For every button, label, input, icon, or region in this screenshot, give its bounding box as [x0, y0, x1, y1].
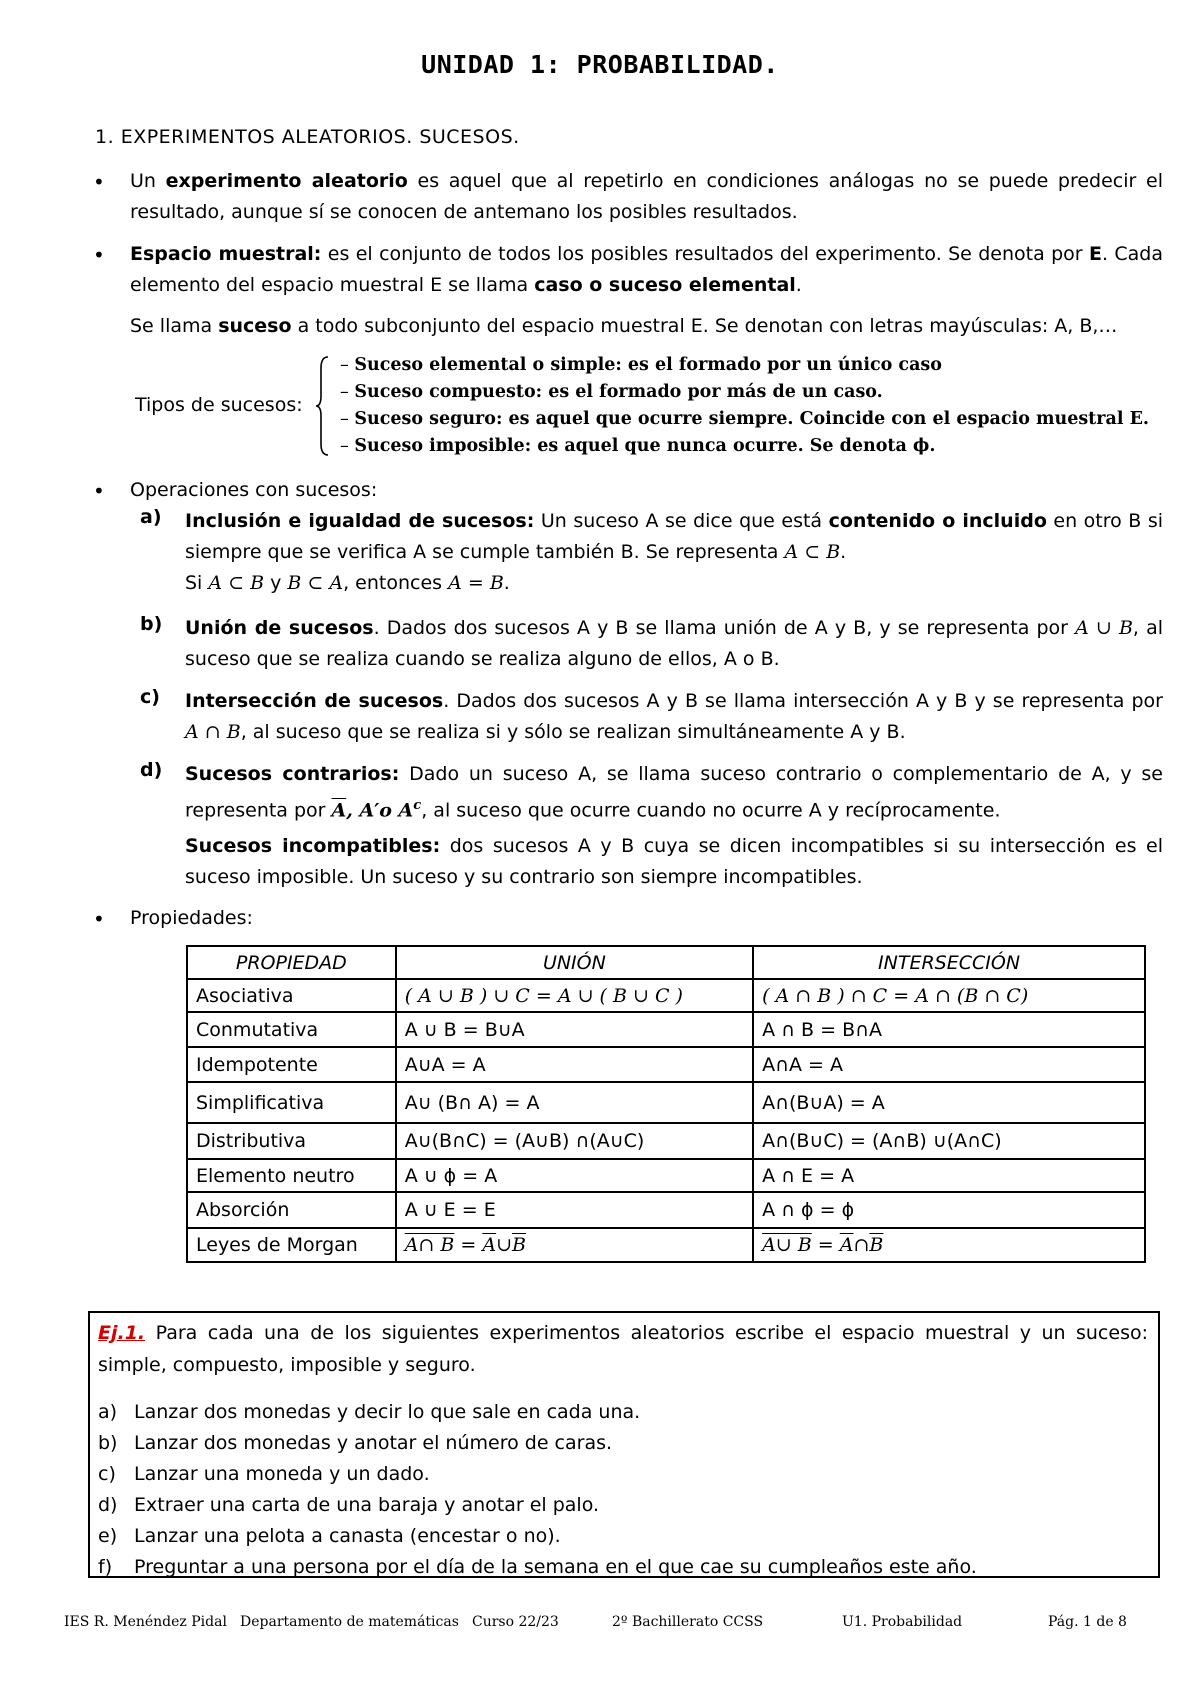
exercise-box — [88, 1311, 1160, 1578]
table-row — [187, 979, 1145, 1012]
table-row — [187, 1159, 1145, 1192]
ops-contrarios: Sucesos contrarios: Dado un suceso A, se llama suceso contrario o complementario de A, y se representa por $\overline{A}$, A′o $A^c$, al suceso que ocurre cuando no ocurre A y recíprocamente. — [185, 763, 1164, 822]
table-cell-name: Distributiva — [187, 1123, 396, 1159]
bullet-icon: • — [93, 170, 105, 194]
section-heading — [95, 126, 520, 148]
tipos-label: Tipos de sucesos: — [135, 394, 303, 416]
table-cell-inter: ( A ∩ B ) ∩ C = A ∩ (B ∩ C) — [753, 979, 1145, 1012]
ops-interseccion: Intersección de sucesos. Dados dos sucesos A y B se llama intersección A y B y se representa por A ∩ B, al suceso que se realiza si y sólo se realizan simultáneamente A y B. — [185, 690, 1163, 743]
paragraph-experimento: Un experimento aleatorio es aquel que al repetirlo en condiciones análogas no se puede predecir el resultado, aunque sí se conocen de antemano los posibles resultados. — [130, 170, 1163, 223]
table-cell-union: ( A ∪ B ) ∪ C = A ∪ ( B ∪ C ) — [396, 979, 753, 1012]
term-experimento-aleatorio: experimento aleatorio — [165, 170, 408, 192]
table-row — [187, 1012, 1145, 1047]
table-cell-inter: A∪ $B = \overline{A}\cap\overline{B}$ — [753, 1228, 1145, 1262]
table-cell-name: Leyes de Morgan — [187, 1228, 396, 1262]
table-cell-inter: A ∩ B = B∩A — [753, 1012, 1145, 1047]
list-item: a) Lanzar dos monedas y decir lo que sale en cada una. — [98, 1401, 641, 1423]
table-cell-inter: A∩(B∪C) = (A∩B) ∪(A∩C) — [753, 1123, 1145, 1159]
page-title: UNIDAD 1: PROBABILIDAD. — [421, 50, 779, 79]
tipo-item: – Suceso seguro: es aquel que ocurre siempre. Coincide con el espacio muestral E. — [340, 409, 1150, 429]
list-item: e) Lanzar una pelota a canasta (encestar o no). — [98, 1525, 561, 1547]
tipo-item: – Suceso compuesto: es el formado por más de un caso. — [340, 382, 883, 402]
term-suceso: suceso — [218, 315, 292, 337]
ops-letter-a: a) — [140, 506, 162, 528]
table-cell-name: Simplificativa — [187, 1082, 396, 1123]
table-cell-union: A∩ $B = \overline{A}\cup\overline{B}$ — [396, 1228, 753, 1262]
table-cell-inter: A∩(B∪A) = A — [753, 1082, 1145, 1123]
table-row — [187, 1123, 1145, 1159]
term-suceso-elemental: caso o suceso elemental — [534, 274, 796, 296]
table-cell-name: Absorción — [187, 1192, 396, 1228]
list-item: f) Preguntar a una persona por el día de la semana en el que cae su cumpleaños este año. — [98, 1556, 977, 1578]
ops-inclusion: Inclusión e igualdad de sucesos: Un suceso A se dice que está contenido o incluido en otro B si siempre que se verifica A se cumple también B. Se representa A ⊂ B. — [185, 510, 1164, 563]
table-row — [187, 1228, 1145, 1262]
term-espacio-muestral: Espacio muestral: — [130, 243, 322, 265]
table-cell-union: A∪(B∩C) = (A∪B) ∩(A∪C) — [396, 1123, 753, 1159]
table-cell-union: A ∪ E = E — [396, 1192, 753, 1228]
table-row — [187, 1192, 1145, 1228]
footer-level: 2º Bachillerato CCSS — [612, 1614, 764, 1630]
exercise-intro: Ej.1. Para cada una de los siguientes experimentos aleatorios escribe el espacio muestral y un suceso: simple, compuesto, imposible y seguro. — [98, 1322, 1148, 1376]
table-row — [187, 1082, 1145, 1123]
exercise-list — [98, 1397, 977, 1583]
table-cell-inter: A ∩ E = A — [753, 1159, 1145, 1192]
ops-letter-d: d) — [140, 759, 163, 781]
list-item: c) Lanzar una moneda y un dado. — [98, 1463, 430, 1485]
table-cell-name: Idempotente — [187, 1047, 396, 1082]
ops-union: Unión de sucesos. Dados dos sucesos A y B se llama unión de A y B, y se representa por A ∪ B, al suceso que se realiza cuando se realiza alguno de ellos, A o B. — [185, 617, 1163, 670]
table-header-cell: INTERSECCIÓN — [753, 946, 1145, 979]
table-cell-inter: A ∩ ϕ = ϕ — [753, 1192, 1145, 1228]
list-item: b) Lanzar dos monedas y anotar el número de caras. — [98, 1432, 613, 1454]
tipos-list — [340, 352, 1149, 460]
exercise-label: Ej.1. — [98, 1322, 146, 1344]
footer-page-number: Pág. 1 de 8 — [1048, 1614, 1127, 1630]
ops-intro: Operaciones con sucesos: — [130, 479, 378, 501]
left-brace-icon — [316, 356, 330, 456]
table-cell-union: A∪ (B∩ A) = A — [396, 1082, 753, 1123]
footer-department: Departamento de matemáticas — [240, 1614, 459, 1630]
table-cell-name: Conmutativa — [187, 1012, 396, 1047]
ops-letter-c: c) — [140, 686, 160, 708]
props-intro: Propiedades: — [130, 907, 253, 929]
tipo-item: – Suceso imposible: es aquel que nunca ocurre. Se denota ϕ. — [340, 436, 936, 456]
paragraph-suceso: Se llama suceso a todo subconjunto del espacio muestral E. Se denotan con letras mayúsculas: A, B,… — [130, 315, 1118, 337]
table-cell-inter: A∩A = A — [753, 1047, 1145, 1082]
section-number: 1. — [95, 126, 115, 148]
footer-school: IES R. Menéndez Pidal — [64, 1614, 227, 1630]
table-cell-union: A∪A = A — [396, 1047, 753, 1082]
table-header-cell: UNIÓN — [396, 946, 753, 979]
footer-course: Curso 22/23 — [472, 1614, 559, 1630]
table-cell-union: A ∪ B = B∪A — [396, 1012, 753, 1047]
table-cell-name: Asociativa — [187, 979, 396, 1012]
table-header-cell: PROPIEDAD — [187, 946, 396, 979]
footer-unit: U1. Probabilidad — [842, 1614, 963, 1630]
table-cell-union: A ∪ ϕ = A — [396, 1159, 753, 1192]
table-cell-name: Elemento neutro — [187, 1159, 396, 1192]
ops-incompatibles: Sucesos incompatibles: dos sucesos A y B cuya se dicen incompatibles si su intersección es el suceso imposible. Un suceso y su contrario son siempre incompatibles. — [185, 835, 1163, 888]
table-row — [187, 1047, 1145, 1082]
bullet-icon: • — [93, 479, 105, 503]
list-item: d) Extraer una carta de una baraja y anotar el palo. — [98, 1494, 600, 1516]
bullet-icon: • — [93, 243, 105, 267]
ops-inclusion-igualdad: Si A ⊂ B y B ⊂ A, entonces A = B. — [185, 572, 510, 594]
table-header-row — [187, 946, 1145, 979]
tipo-item: – Suceso elemental o simple: es el formado por un único caso — [340, 355, 942, 375]
ops-letter-b: b) — [140, 613, 163, 635]
properties-table — [186, 945, 1146, 1263]
bullet-icon: • — [93, 907, 105, 931]
section-heading-text: EXPERIMENTOS ALEATORIOS. SUCESOS. — [120, 126, 520, 148]
paragraph-espacio-muestral: Espacio muestral: es el conjunto de todos los posibles resultados del experimento. Se denota por E. Cada elemento del espacio muestral E se llama caso o suceso elemental. — [130, 243, 1163, 296]
